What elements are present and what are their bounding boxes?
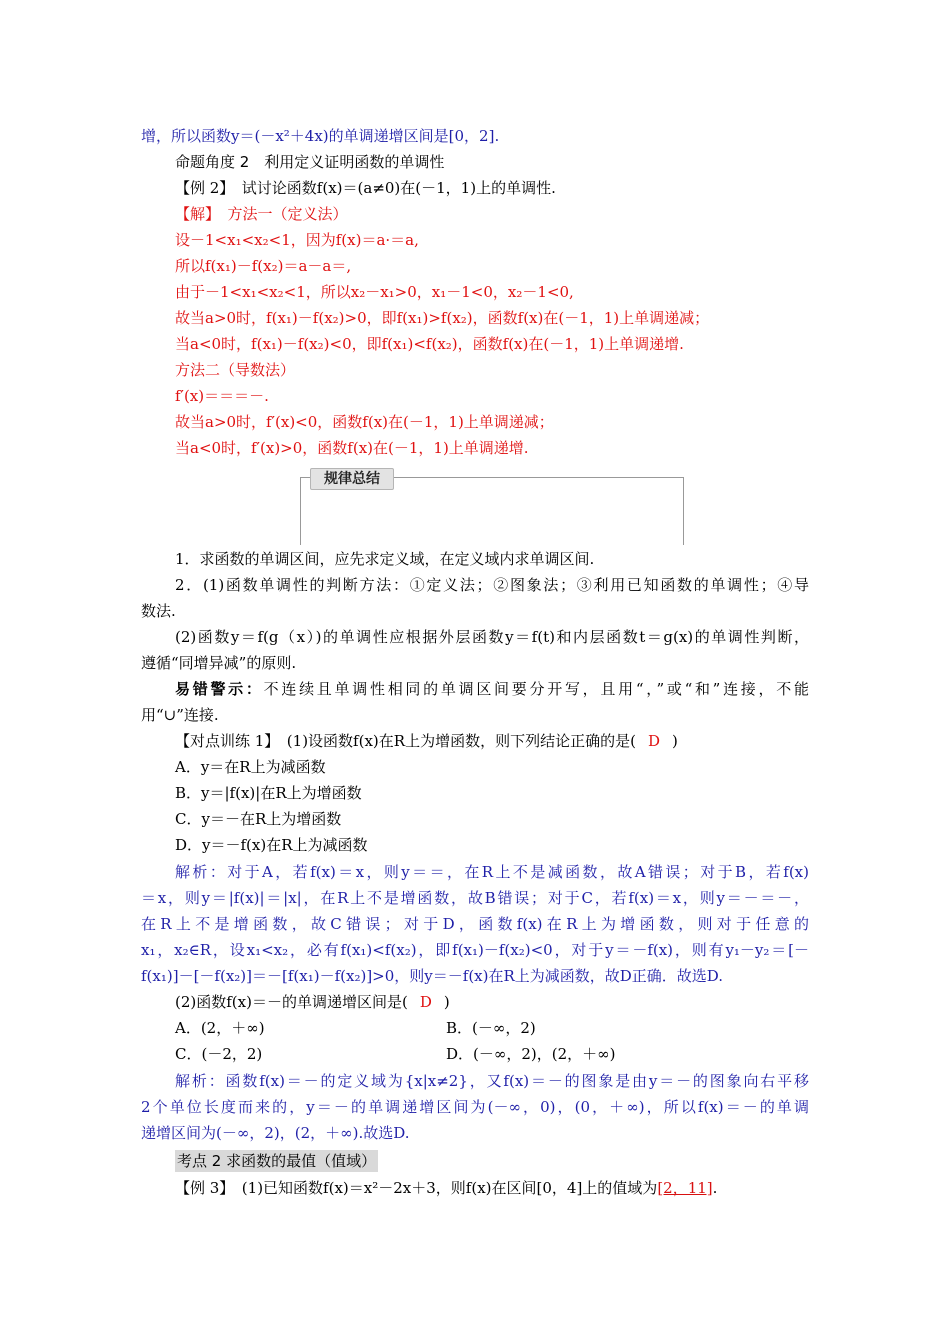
warning-line: [175, 678, 809, 700]
warning-label: 易错警示：: [175, 680, 264, 698]
analysis-line: x₁，x₂∈R，设x₁<x₂，必有f(x₁)<f(x₂)，即f(x₁)－f(x₂)<0，对于y＝－f(x)，则有y₁－y₂＝[－: [141, 941, 809, 959]
summary-point-1: 1．求函数的单调区间，应先求定义域，在定义域内求单调区间.: [175, 550, 595, 568]
solution-line: 故当a>0时，f(x₁)－f(x₂)>0，即f(x₁)>f(x₂)，函数f(x)在(－1，1)上单调递减；: [175, 309, 710, 327]
example-3-answer[interactable]: [2，11]: [657, 1179, 713, 1197]
summary-point-2-sub: (2)函数y＝f(g（x）)的单调性应根据外层函数y＝f(t)和内层函数t＝g(x)的单调性判断，: [175, 628, 809, 646]
analysis-line: ＝x，则y＝|f(x)|＝|x|，在R上不是增函数，故B错误；对于C，若f(x)＝x，则y＝－＝－，: [141, 889, 809, 907]
analysis-line: 解析：对于A，若f(x)＝x，则y＝＝，在R上不是减函数，故A错误；对于B，若f(x): [175, 863, 809, 881]
option-c: C．y＝－在R上为增函数: [175, 810, 342, 828]
solution-line: 故当a>0时，f′(x)<0，函数f(x)在(－1，1)上单调递减；: [175, 413, 554, 431]
exercise-1-answer: D: [647, 732, 660, 750]
option-a: A．y＝在R上为减函数: [175, 758, 326, 776]
solution-line: 所以f(x₁)－f(x₂)＝a－a＝,: [175, 257, 352, 275]
analysis-line: 递增区间为(－∞，2)，(2，＋∞).故选D.: [141, 1124, 410, 1142]
option-b: B．(－∞，2): [446, 1019, 536, 1037]
analysis-line: 2个单位长度而来的，y＝－的单调递增区间为(－∞，0)，(0，＋∞)，所以f(x)＝－的单调: [141, 1098, 809, 1116]
summary-point-2-sub-cont: 遵循“同增异减”的原则.: [141, 654, 297, 672]
option-d: D．(－∞，2)，(2，＋∞): [446, 1045, 616, 1063]
summary-tab: 规律总结: [310, 468, 394, 490]
solution-line: 当a<0时，f(x₁)－f(x₂)<0，即f(x₁)<f(x₂)，函数f(x)在(－1，1)上单调递增.: [175, 335, 684, 353]
solution-line: f′(x)＝＝＝－.: [175, 387, 269, 405]
warning-text: 不连续且单调性相同的单调区间要分开写，且用“，”或“和”连接，不能: [263, 680, 809, 698]
warning-cont: 用“∪”连接.: [141, 706, 219, 724]
option-b: B．y＝|f(x)|在R上为增函数: [175, 784, 362, 802]
analysis-line: 解析：函数f(x)＝－的定义域为{x|x≠2}，又f(x)＝－的图象是由y＝－的图象向右平移: [175, 1072, 809, 1090]
solution-method-1-heading: 【解】 方法一（定义法）: [175, 205, 348, 223]
exercise-2-question: (2)函数f(x)＝－的单调递增区间是( D ): [175, 993, 450, 1011]
summary-point-2-cont: 数法.: [141, 602, 176, 620]
solution-line: 当a<0时，f′(x)>0，函数f(x)在(－1，1)上单调递增.: [175, 439, 529, 457]
example-3-question: 【例 3】 (1)已知函数f(x)＝x²－2x＋3，则f(x)在区间[0，4]上的值域为[2，11].: [175, 1179, 718, 1197]
subtopic-heading: 命题角度 2 利用定义证明函数的单调性: [175, 153, 445, 171]
exercise-1-question: 【对点训练 1】 (1)设函数f(x)在R上为增函数，则下列结论正确的是( D ): [175, 732, 678, 750]
option-d: D．y＝－f(x)在R上为减函数: [175, 836, 368, 854]
option-c: C．(－2，2): [175, 1045, 263, 1063]
solution-line: 设－1<x₁<x₂<1，因为f(x)＝a·＝a,: [175, 231, 419, 249]
solution-method-2-heading: 方法二（导数法）: [175, 361, 296, 379]
solution-line: 由于－1<x₁<x₂<1，所以x₂－x₁>0，x₁－1<0，x₂－1<0,: [175, 283, 574, 301]
solution-continuation: 增，所以函数y＝(－x²＋4x)的单调递增区间是[0，2].: [141, 127, 500, 145]
analysis-line: f(x₁)]－[－f(x₂)]＝－[f(x₁)－f(x₂)]>0，则y＝－f(x)在R上为减函数，故D正确．故选D.: [141, 967, 724, 985]
example-2-question: 【例 2】 试讨论函数f(x)＝(a≠0)在(－1，1)上的单调性.: [175, 179, 556, 197]
summary-point-2: 2．(1)函数单调性的判断方法：①定义法；②图象法；③利用已知函数的单调性；④导: [175, 576, 809, 594]
section-heading: 考点 2 求函数的最值（值域）: [177, 1152, 377, 1170]
exercise-2-answer: D: [419, 993, 432, 1011]
option-a: A．(2，＋∞): [175, 1019, 265, 1037]
analysis-line: 在R上不是增函数，故C错误；对于D，函数f(x)在R上为增函数，则对于任意的: [141, 915, 809, 933]
